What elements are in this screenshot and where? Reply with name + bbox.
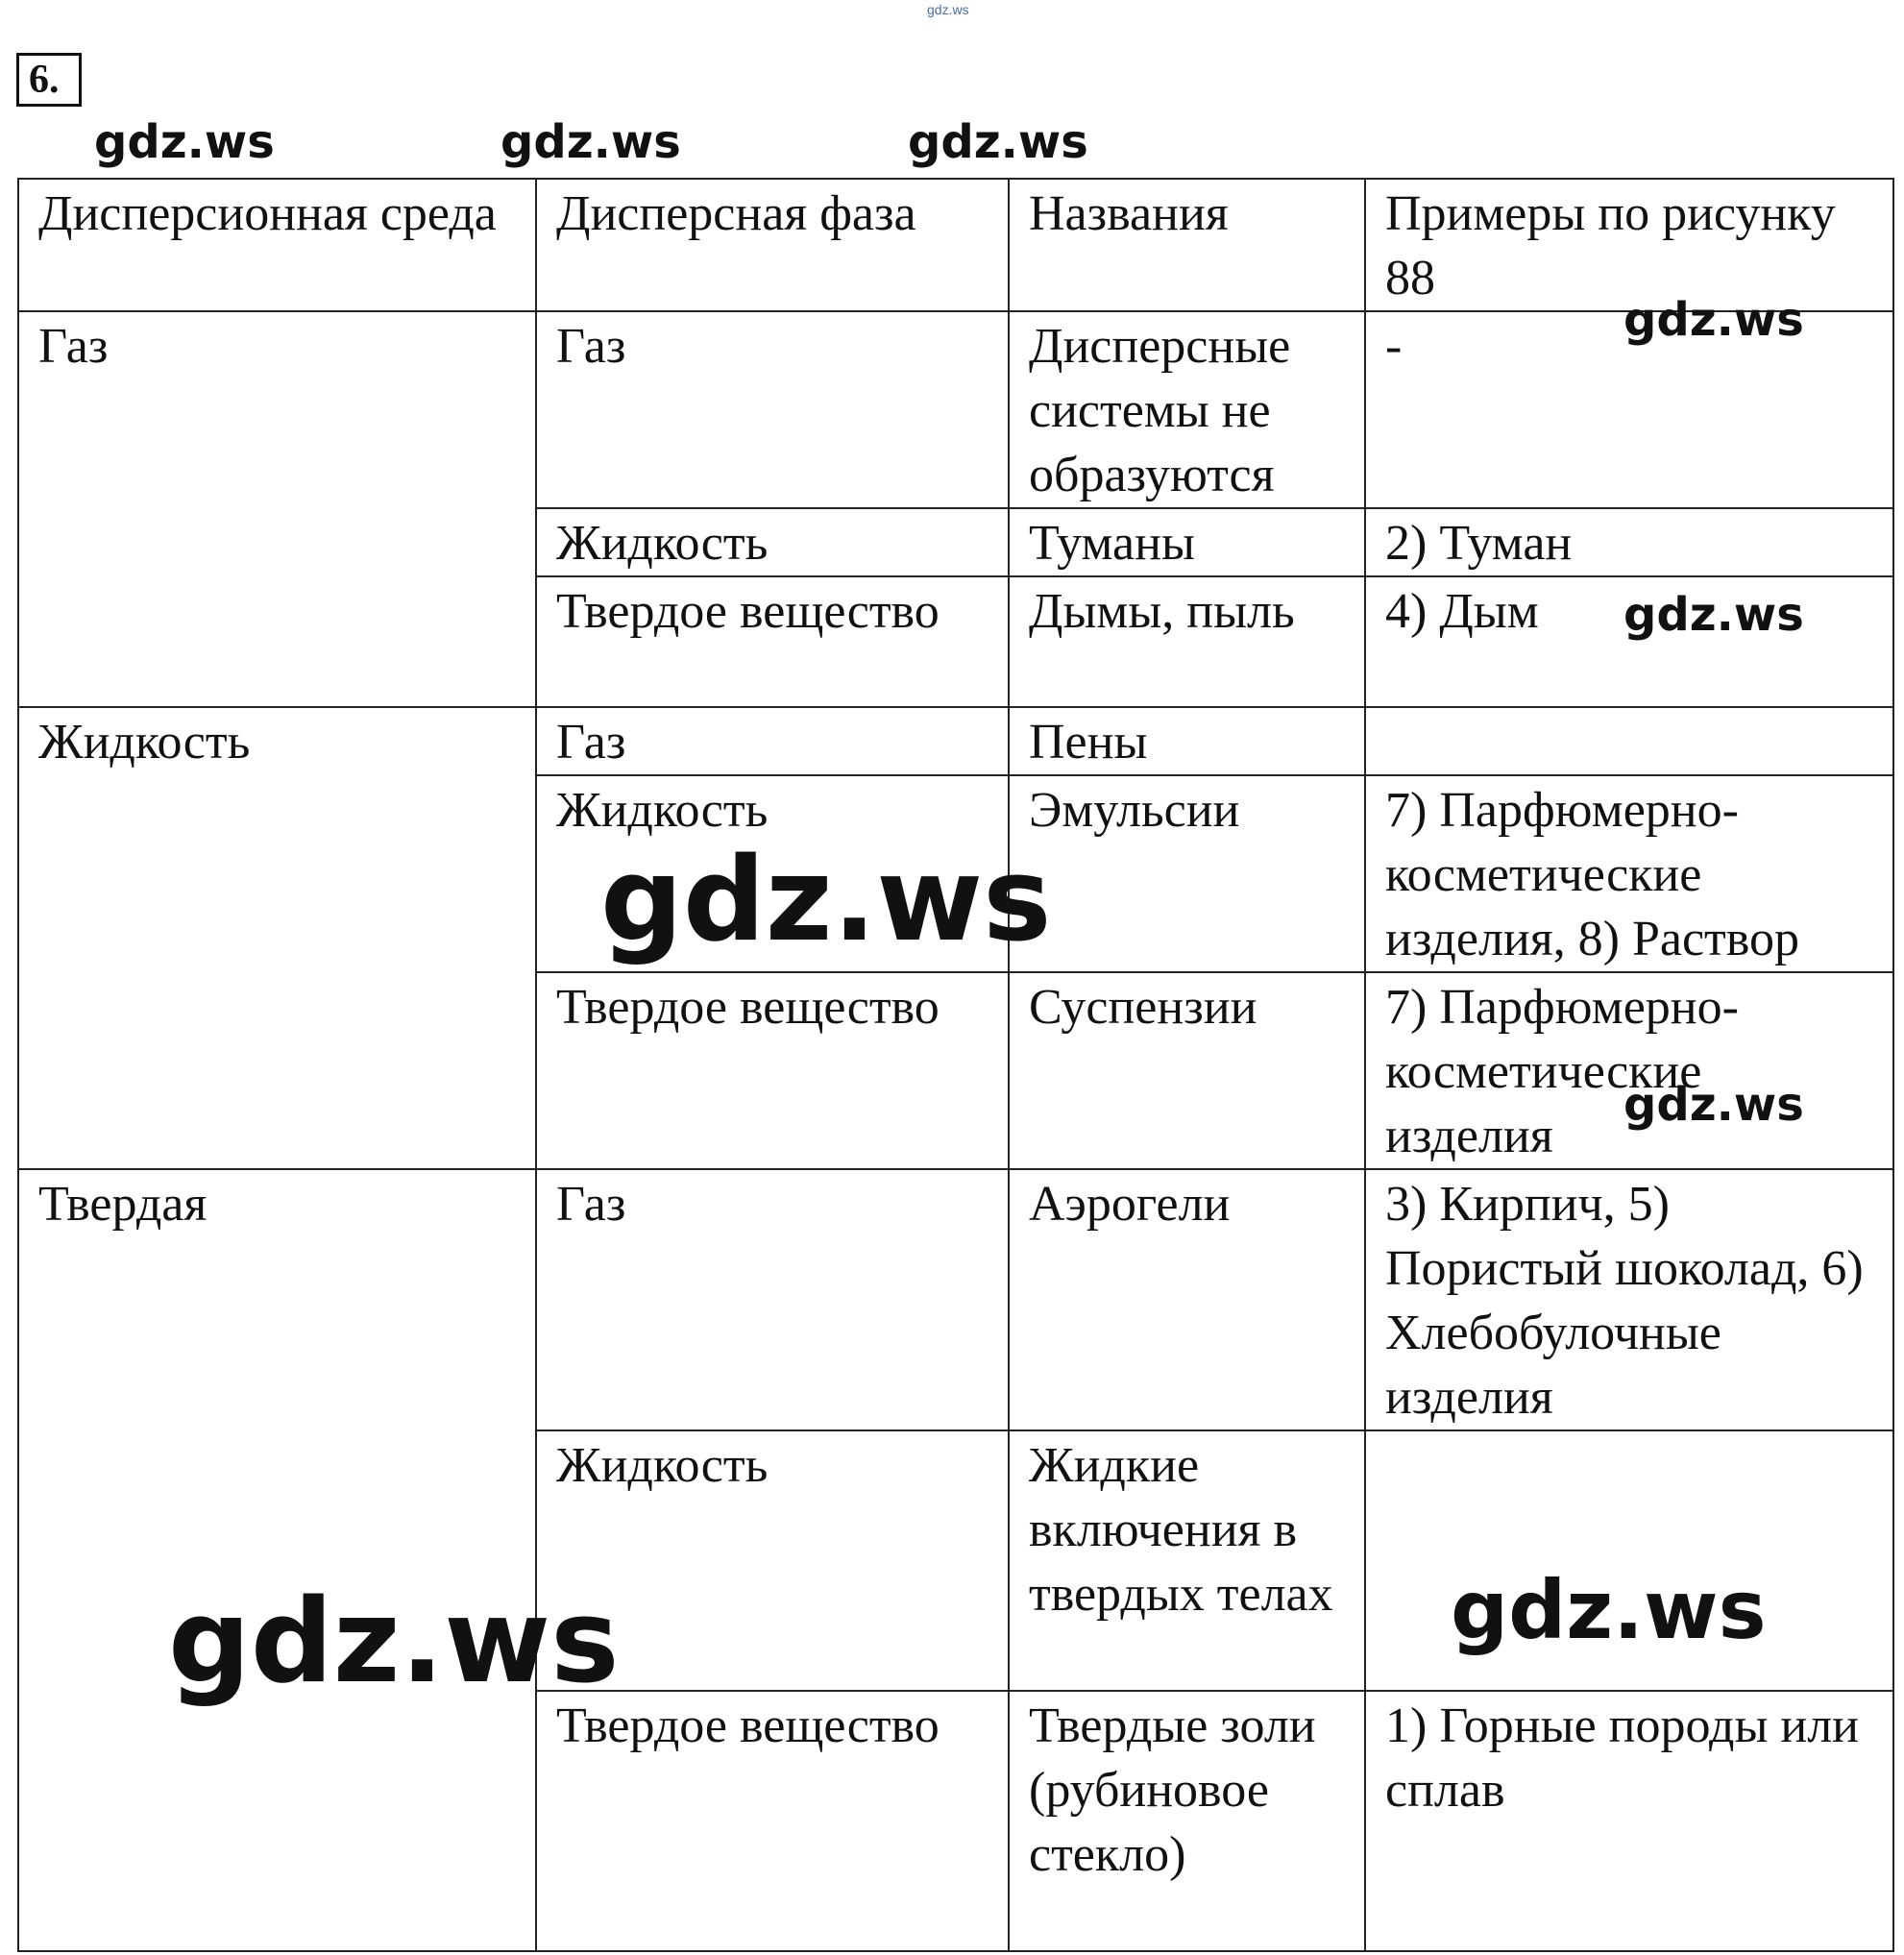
header-medium: Дисперсионная среда xyxy=(18,179,536,311)
watermark: gdz.ws xyxy=(908,115,1088,169)
header-phase: Дисперсная фаза xyxy=(536,179,1009,311)
watermark: gdz.ws xyxy=(500,115,681,169)
example-cell: 3) Кирпич, 5) Пористый шоколад, 6) Хлебобулочные изделия xyxy=(1365,1169,1893,1430)
example-cell: 7) Парфюмерно-косметические изделия, 8) Раствор xyxy=(1365,775,1893,972)
top-watermark: gdz.ws xyxy=(927,2,969,17)
watermark: gdz.ws xyxy=(600,834,1052,967)
header-row xyxy=(18,179,1893,311)
watermark: gdz.ws xyxy=(1623,293,1804,347)
table-row xyxy=(18,311,1893,508)
task-number: 6. xyxy=(16,53,82,107)
watermark: gdz.ws xyxy=(1451,1563,1767,1657)
name-cell: Пены xyxy=(1009,707,1365,775)
name-cell: Твердые золи (рубиновое стекло) xyxy=(1009,1691,1365,1951)
watermark: gdz.ws xyxy=(1623,588,1804,642)
example-cell: 2) Туман xyxy=(1365,508,1893,576)
watermark: gdz.ws xyxy=(168,1576,620,1709)
watermark: gdz.ws xyxy=(94,115,275,169)
header-name: Названия xyxy=(1009,179,1365,311)
header-examples: Примеры по рисунку 88 xyxy=(1365,179,1893,311)
name-cell: Аэрогели xyxy=(1009,1169,1365,1430)
medium-cell: Твердая xyxy=(18,1169,536,1951)
phase-cell: Газ xyxy=(536,311,1009,508)
example-cell: 7) Парфюмерно-косметические изделия xyxy=(1365,972,1893,1169)
phase-cell: Жидкость xyxy=(536,508,1009,576)
example-cell: - xyxy=(1365,311,1893,508)
phase-cell: Твердое вещество xyxy=(536,576,1009,707)
phase-cell: Газ xyxy=(536,1169,1009,1430)
phase-cell: Жидкость xyxy=(536,1430,1009,1691)
name-cell: Дисперсные системы не образуются xyxy=(1009,311,1365,508)
name-cell: Жидкие включения в твердых телах xyxy=(1009,1430,1365,1691)
name-cell: Суспензии xyxy=(1009,972,1365,1169)
name-cell: Эмульсии xyxy=(1009,775,1365,972)
example-cell: 1) Горные породы или сплав xyxy=(1365,1691,1893,1951)
medium-cell: Газ xyxy=(18,311,536,707)
example-cell xyxy=(1365,707,1893,775)
name-cell: Туманы xyxy=(1009,508,1365,576)
medium-cell: Жидкость xyxy=(18,707,536,1169)
example-cell: 4) Дым xyxy=(1365,576,1893,707)
phase-cell: Жидкость xyxy=(536,775,1009,972)
table-row xyxy=(18,1169,1893,1430)
table-row xyxy=(18,707,1893,775)
name-cell: Дымы, пыль xyxy=(1009,576,1365,707)
phase-cell: Газ xyxy=(536,707,1009,775)
phase-cell: Твердое вещество xyxy=(536,972,1009,1169)
watermark: gdz.ws xyxy=(1623,1078,1804,1132)
phase-cell: Твердое вещество xyxy=(536,1691,1009,1951)
